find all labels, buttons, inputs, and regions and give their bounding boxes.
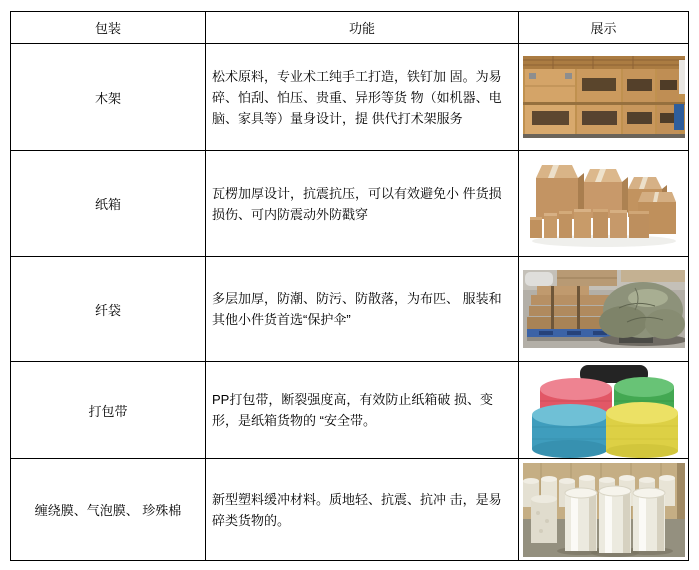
wooden-crates-photo [523,56,685,138]
packaging-name-wooden-crate: 木架 [11,44,206,151]
table-header-row [11,12,689,44]
packaging-description-fiber-bag: 多层加厚，防潮、防污、防散落，为布匹、 服装和其他小件货首选“保护伞” [206,257,519,362]
packaging-description-film: 新型塑料缓冲材料。质地轻、抗震、抗冲 击，是易碎类货物的。 [206,459,519,561]
header-display: 展示 [519,12,689,44]
packaging-name-strap: 打包带 [11,362,206,459]
table-row [11,151,689,257]
photo-cell-fiber-bag [519,257,689,362]
table-row [11,362,689,459]
woven-bags-photo [523,270,685,348]
table-row [11,44,689,151]
header-packaging: 包装 [11,12,206,44]
photo-cell-strap [519,362,689,459]
packaging-description-wooden-crate: 松术原料，专业术工纯手工打造，铁钉加 固。为易碎、怕刮、怕压、贵重、异形等货 物（如机器、电脑、家具等）量身设计，提 供代打术架服务 [206,44,519,151]
packaging-name-film: 缠绕膜、气泡膜、 珍殊棉 [11,459,206,561]
packaging-table [10,11,689,561]
stretch-film-rolls-photo [523,463,685,557]
photo-cell-wooden-crate [519,44,689,151]
packaging-description-carton: 瓦楞加厚设计，抗震抗压，可以有效避免小 件货损损伤、可内防震动外防戳穿 [206,151,519,257]
header-function: 功能 [206,12,519,44]
cardboard-boxes-photo [526,156,682,251]
table-row [11,257,689,362]
photo-cell-carton [519,151,689,257]
strapping-rolls-photo [526,363,682,458]
table-row [11,459,689,561]
packaging-name-fiber-bag: 纤袋 [11,257,206,362]
packaging-name-carton: 纸箱 [11,151,206,257]
photo-cell-film [519,459,689,561]
packaging-description-strap: PP打包带，断裂强度高，有效防止纸箱破 损、变形，是纸箱货物的 “安全带。 [206,362,519,459]
